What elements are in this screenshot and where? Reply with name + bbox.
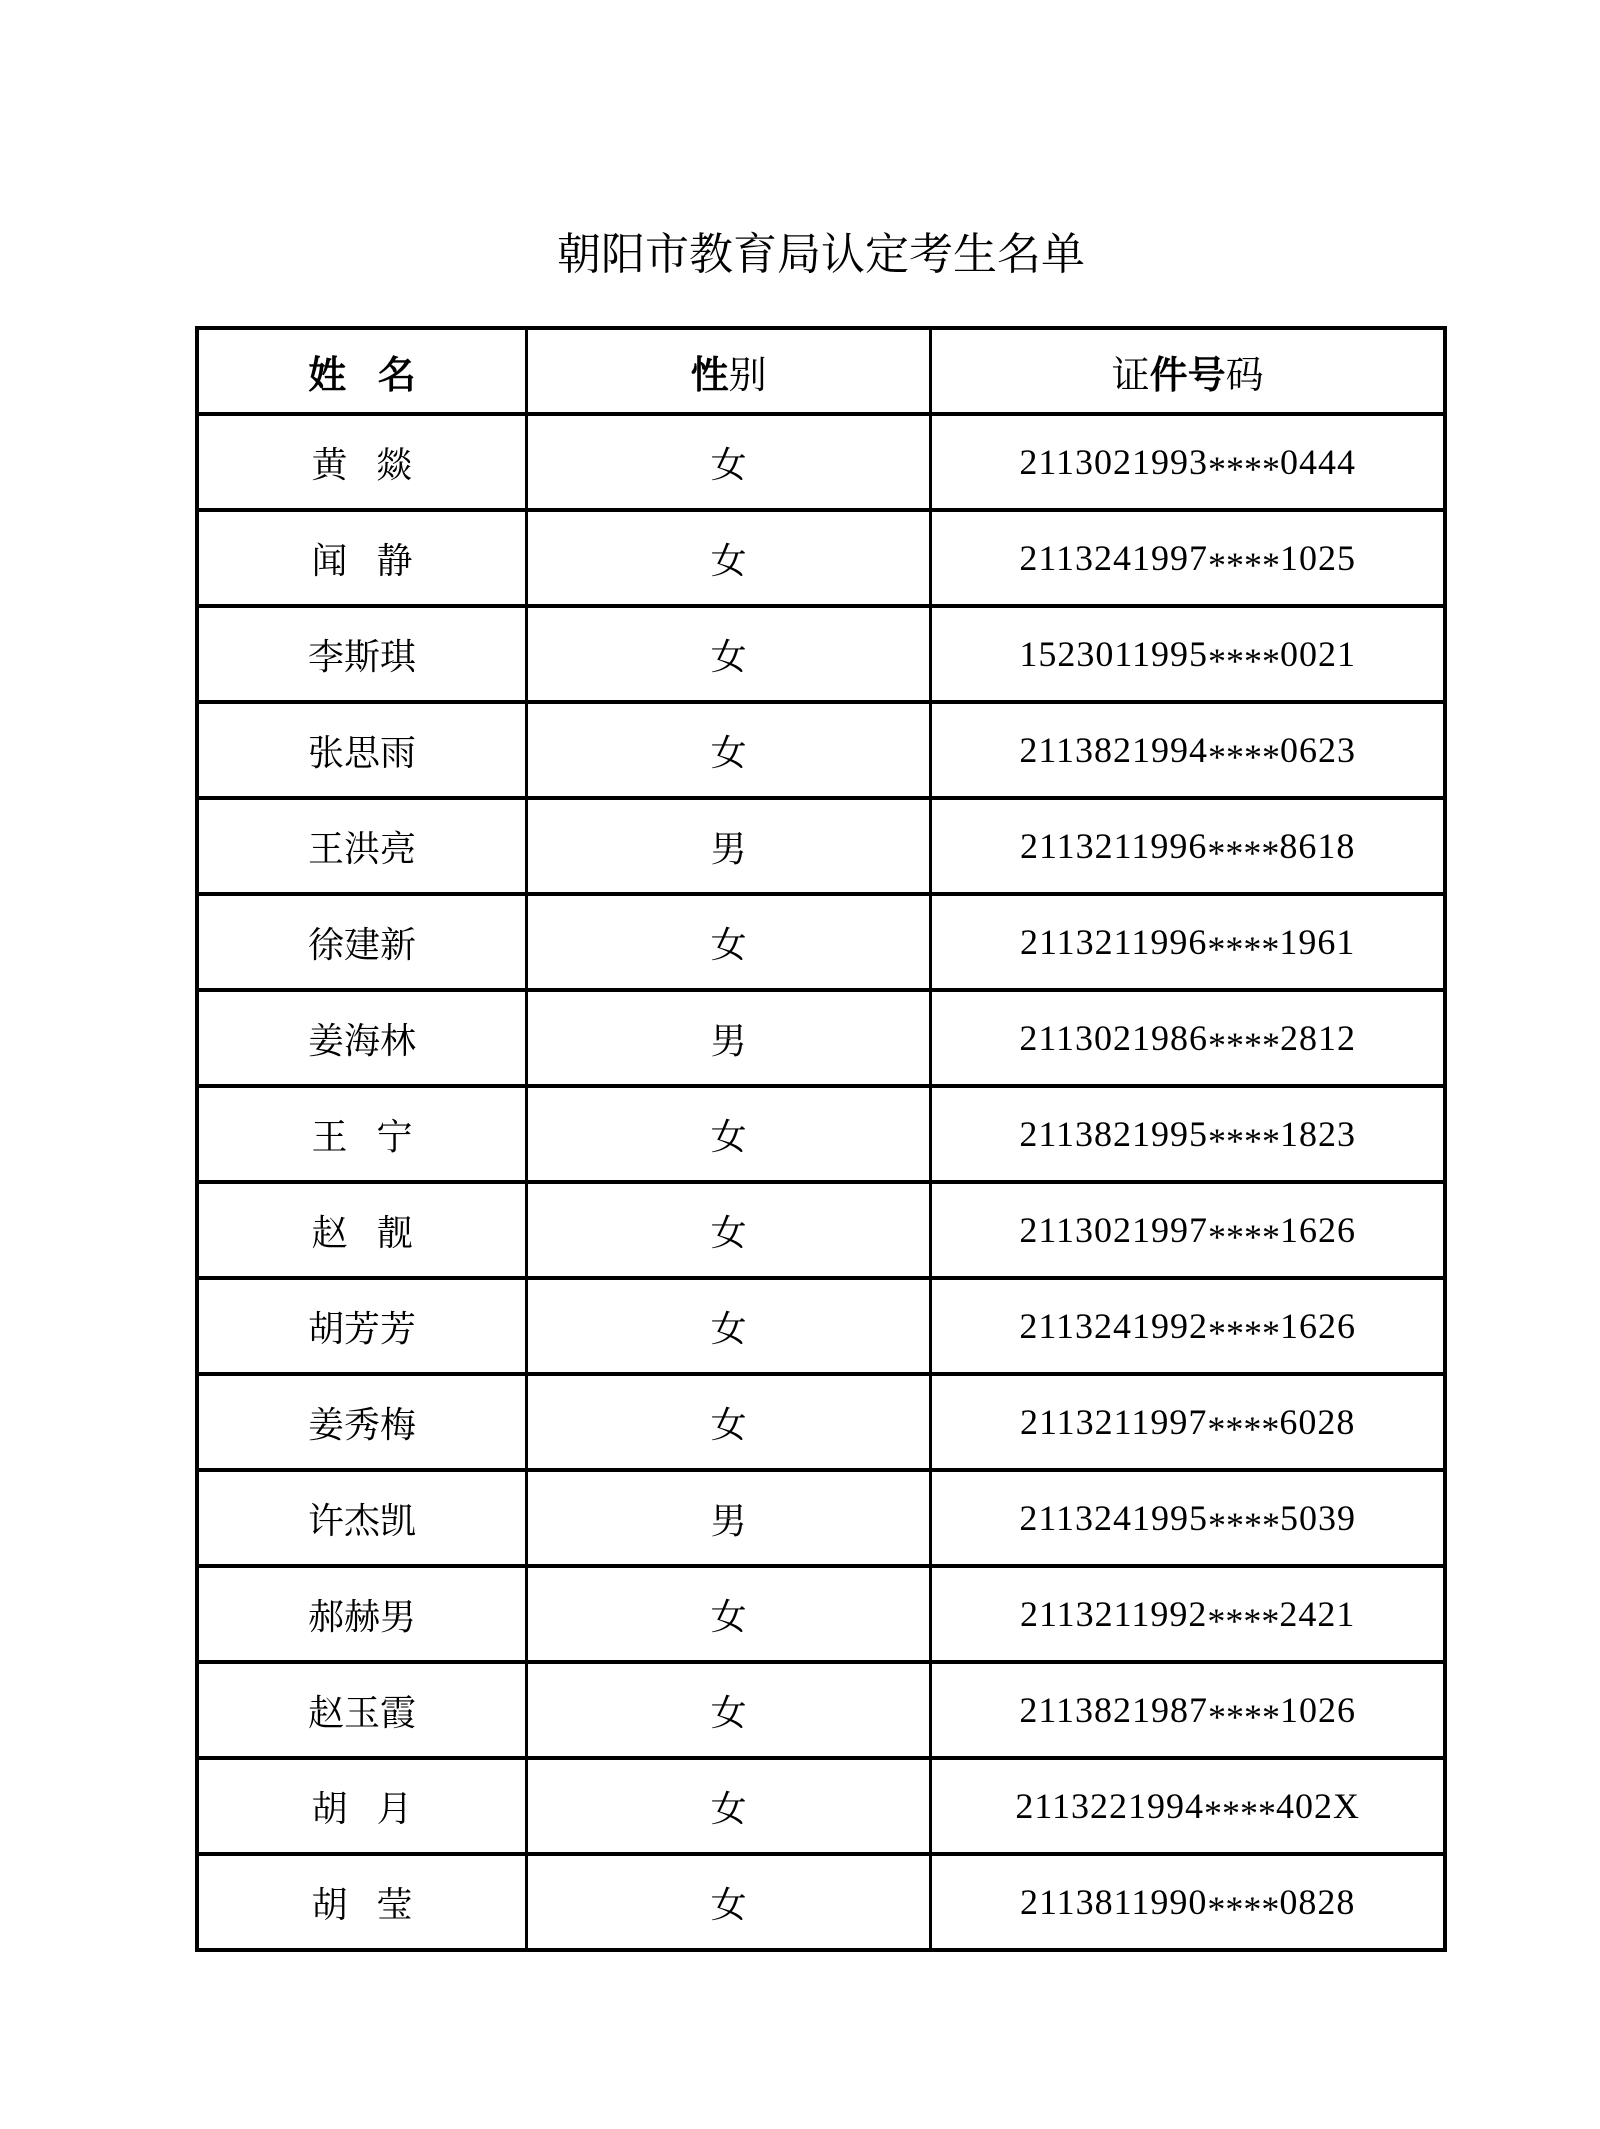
name-cell: 徐建新 [197, 894, 526, 990]
table-row [197, 990, 1445, 1086]
table-row [197, 1086, 1445, 1182]
table-row [197, 414, 1445, 510]
id-number-cell: 2113821995****1823 [931, 1086, 1445, 1182]
gender-cell: 女 [526, 414, 930, 510]
table-row [197, 798, 1445, 894]
page-title: 朝阳市教育局认定考生名单 [557, 230, 1085, 279]
id-number-cell: 2113241997****1025 [931, 510, 1445, 606]
table-row [197, 1278, 1445, 1374]
header-text-segment: 姓 名 [308, 354, 416, 397]
table-row [197, 702, 1445, 798]
table-row [197, 1566, 1445, 1662]
gender-cell: 男 [526, 1470, 930, 1566]
name-cell: 许杰凯 [197, 1470, 526, 1566]
gender-cell: 女 [526, 1854, 930, 1950]
masked-digits: **** [1207, 1121, 1280, 1161]
masked-digits: **** [1207, 1697, 1280, 1737]
gender-cell: 女 [526, 702, 930, 798]
name-cell: 闻 静 [197, 510, 526, 606]
gender-cell: 男 [526, 990, 930, 1086]
id-number-cell: 2113211996****1961 [931, 894, 1445, 990]
gender-cell: 女 [526, 1758, 930, 1854]
gender-cell: 女 [526, 1374, 930, 1470]
gender-cell: 女 [526, 1566, 930, 1662]
gender-cell: 女 [526, 894, 930, 990]
name-cell: 姜秀梅 [197, 1374, 526, 1470]
name-cell: 胡 月 [197, 1758, 526, 1854]
table-row [197, 1374, 1445, 1470]
name-cell: 郝赫男 [197, 1566, 526, 1662]
name-cell: 黄 燚 [197, 414, 526, 510]
gender-cell: 男 [526, 798, 930, 894]
masked-digits: **** [1207, 1505, 1280, 1545]
id-number-cell: 2113241992****1626 [931, 1278, 1445, 1374]
table-row [197, 894, 1445, 990]
masked-digits: **** [1207, 833, 1280, 873]
gender-cell: 女 [526, 606, 930, 702]
table-row [197, 1182, 1445, 1278]
table-header-row [197, 328, 1445, 414]
masked-digits: **** [1207, 1217, 1280, 1257]
id-number-cell: 2113821994****0623 [931, 702, 1445, 798]
masked-digits: **** [1203, 1793, 1276, 1833]
id-number-cell: 2113021997****1626 [931, 1182, 1445, 1278]
table-row [197, 606, 1445, 702]
gender-cell: 女 [526, 510, 930, 606]
gender-cell: 女 [526, 1182, 930, 1278]
name-cell: 李斯琪 [197, 606, 526, 702]
header-text-segment: 别 [728, 354, 767, 397]
id-number-cell: 2113021993****0444 [931, 414, 1445, 510]
name-cell: 赵玉霞 [197, 1662, 526, 1758]
id-number-cell: 2113211996****8618 [931, 798, 1445, 894]
masked-digits: **** [1207, 1313, 1280, 1353]
candidate-table [195, 326, 1447, 1952]
gender-cell: 女 [526, 1278, 930, 1374]
name-cell: 胡芳芳 [197, 1278, 526, 1374]
id-number-cell: 2113211997****6028 [931, 1374, 1445, 1470]
id-number-cell: 2113021986****2812 [931, 990, 1445, 1086]
header-text-segment: 证 [1111, 354, 1150, 397]
masked-digits: **** [1207, 449, 1280, 489]
gender-cell: 女 [526, 1086, 930, 1182]
table-row [197, 510, 1445, 606]
masked-digits: **** [1207, 1601, 1280, 1641]
masked-digits: **** [1207, 1409, 1280, 1449]
header-text-segment: 码 [1225, 354, 1264, 397]
name-cell: 张思雨 [197, 702, 526, 798]
table-row [197, 1854, 1445, 1950]
masked-digits: **** [1207, 737, 1280, 777]
id-number-cell: 2113811990****0828 [931, 1854, 1445, 1950]
name-cell: 胡 莹 [197, 1854, 526, 1950]
name-cell: 姜海林 [197, 990, 526, 1086]
name-cell: 王洪亮 [197, 798, 526, 894]
id-number-cell: 2113821987****1026 [931, 1662, 1445, 1758]
table-row [197, 1758, 1445, 1854]
table-row [197, 1470, 1445, 1566]
column-header-gender [526, 328, 930, 414]
id-number-cell: 2113241995****5039 [931, 1470, 1445, 1566]
id-number-cell: 1523011995****0021 [931, 606, 1445, 702]
table-row [197, 1662, 1445, 1758]
id-number-cell: 2113221994****402X [931, 1758, 1445, 1854]
name-cell: 赵 靓 [197, 1182, 526, 1278]
header-text-segment: 性 [690, 354, 729, 397]
id-number-cell: 2113211992****2421 [931, 1566, 1445, 1662]
masked-digits: **** [1207, 545, 1280, 585]
name-cell: 王 宁 [197, 1086, 526, 1182]
masked-digits: **** [1207, 1889, 1280, 1929]
gender-cell: 女 [526, 1662, 930, 1758]
masked-digits: **** [1207, 1025, 1280, 1065]
masked-digits: **** [1207, 929, 1280, 969]
candidate-table-container [195, 326, 1447, 1952]
masked-digits: **** [1207, 641, 1280, 681]
header-text-segment: 件号 [1149, 354, 1226, 397]
column-header-id-number [931, 328, 1445, 414]
column-header-name [197, 328, 526, 414]
